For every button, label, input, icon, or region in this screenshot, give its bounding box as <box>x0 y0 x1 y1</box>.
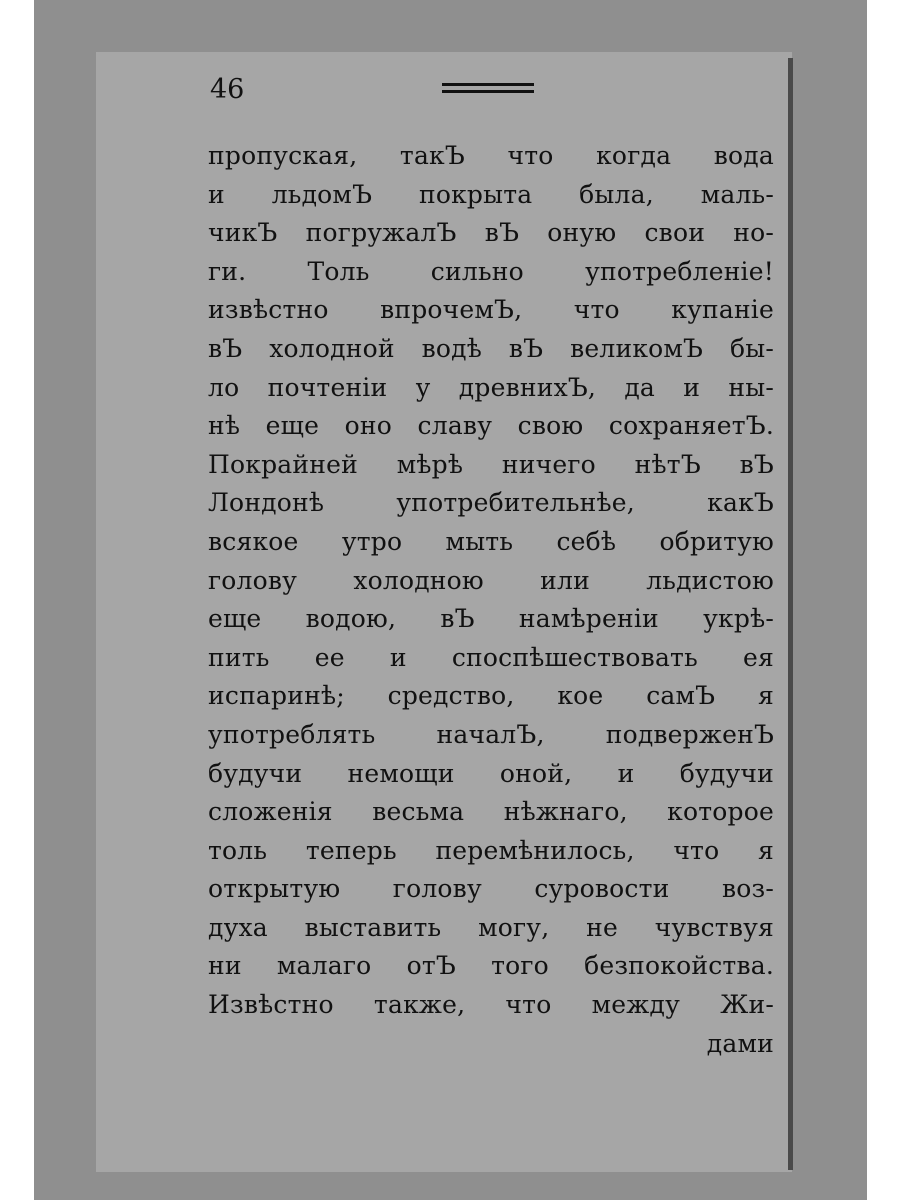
text-line: Покрайней мѣрѣ ничего нѣтЪ вЪ <box>208 449 774 479</box>
text-line: толь теперь перемѣнилось, что я <box>208 835 774 865</box>
text-line: пить ее и споспѣшествовать ея <box>208 642 774 672</box>
page-edge <box>788 58 793 1170</box>
text-line: открытую голову суровости воз- <box>208 874 774 904</box>
text-line: употреблять началЪ, подверженЪ <box>208 719 774 749</box>
text-line: ги. Толь сильно употребленіе! <box>208 256 774 286</box>
text-line: голову холодною или льдистою <box>208 565 774 595</box>
text-line: духа выставить могу, не чувствуя <box>208 912 774 942</box>
text-line: чикЪ погружалЪ вЪ оную свои но- <box>208 218 774 248</box>
text-line: испаринѣ; средство, кое самЪ я <box>208 681 774 711</box>
body-text <box>208 137 774 1063</box>
catchword: дами <box>706 1028 774 1058</box>
text-line: извѣстно впрочемЪ, что купаніе <box>208 295 774 325</box>
text-line: еще водою, вЪ намѣреніи укрѣ- <box>208 604 774 634</box>
text-line: ло почтеніи у древнихЪ, да и ны- <box>208 372 774 402</box>
text-line: будучи немощи оной, и будучи <box>208 758 774 788</box>
text-line: Извѣстно также, что между Жи- <box>208 990 774 1020</box>
text-line: сложенія весьма нѣжнаго, которое <box>208 797 774 827</box>
header-rule <box>442 83 534 95</box>
text-line: Лондонѣ употребительнѣе, какЪ <box>208 488 774 518</box>
text-line: вЪ холодной водѣ вЪ великомЪ бы- <box>208 333 774 363</box>
text-line: и льдомЪ покрыта была, маль- <box>208 179 774 209</box>
text-line: пропуская, такЪ что когда вода <box>208 141 774 170</box>
text-line: ни малаго отЪ того безпокойства. <box>208 951 774 981</box>
page-number: 46 <box>210 74 245 105</box>
text-line: всякое утро мыть себѣ обритую <box>208 526 774 556</box>
text-line: нѣ еще оно славу свою сохраняетЪ. <box>208 411 774 441</box>
